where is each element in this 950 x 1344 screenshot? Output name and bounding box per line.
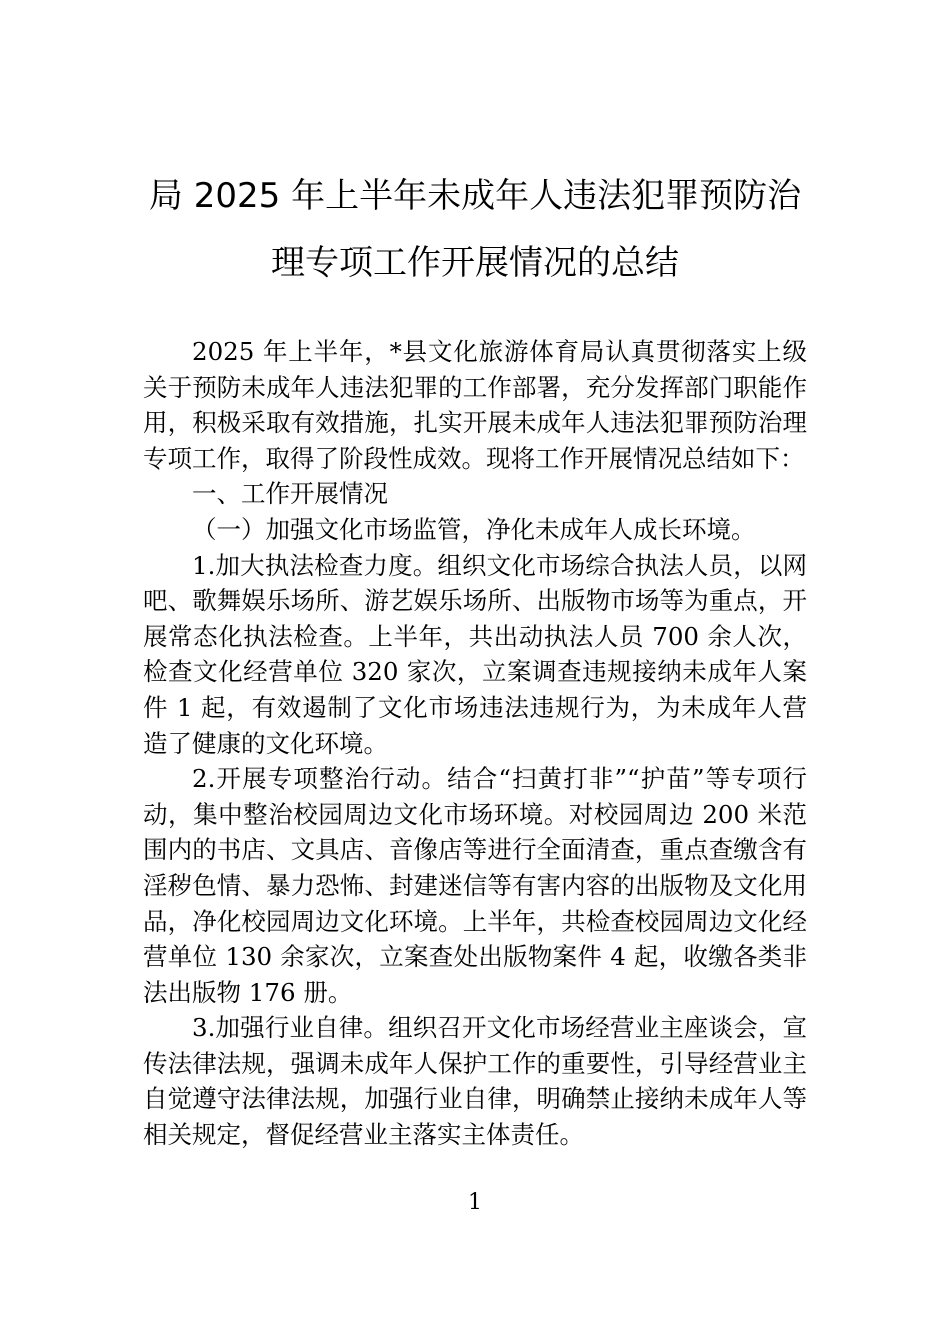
page-number: 1 [468, 1190, 482, 1215]
document-body [143, 334, 807, 1153]
body-paragraph-2: 2.开展专项整治行动。结合“扫黄打非”“护苗”等专项行动，集中整治校园周边文化市场环境。对校园周边 200 米范围内的书店、文具店、音像店等进行全面清查，重点查缴含有淫秽色情、暴力恐怖、封建迷信等有害内容的出版物及文化用品，净化校园周边文化环境。上半年，共检查校园周边文化经营单位 130 余家次，立案查处出版物案件 4 起，收缴各类非法出版物 176 册。 [143, 764, 807, 1007]
document-title-line-2: 理专项工作开展情况的总结 [271, 243, 679, 283]
body-paragraph-3: 3.加强行业自律。组织召开文化市场经营业主座谈会，宣传法律法规，强调未成年人保护工作的重要性，引导经营业主自觉遵守法律法规，加强行业自律，明确禁止接纳未成年人等相关规定，督促经营业主落实主体责任。 [143, 1013, 807, 1150]
subsection-heading: （一）加强文化市场监管，净化未成年人成长环境。 [192, 514, 756, 544]
body-paragraph-1: 1.加大执法检查力度。组织文化市场综合执法人员，以网吧、歌舞娱乐场所、游艺娱乐场所、出版物市场等为重点，开展常态化执法检查。上半年，共出动执法人员 700 余人次，检查文化经营单位 320 家次，立案调查违规接纳未成年人案件 1 起，有效遏制了文化市场违法违规行为，为未成年人营造了健康的文化环境。 [143, 550, 807, 758]
document-title-line-1: 局 2025 年上半年未成年人违法犯罪预防治 [148, 176, 802, 216]
section-heading: 一、工作开展情况 [192, 479, 388, 509]
intro-paragraph: 2025 年上半年，*县文化旅游体育局认真贯彻落实上级关于预防未成年人违法犯罪的工作部署，充分发挥部门职能作用，积极采取有效措施，扎实开展未成年人违法犯罪预防治理专项工作，取得了阶段性成效。现将工作开展情况总结如下： [143, 337, 807, 473]
